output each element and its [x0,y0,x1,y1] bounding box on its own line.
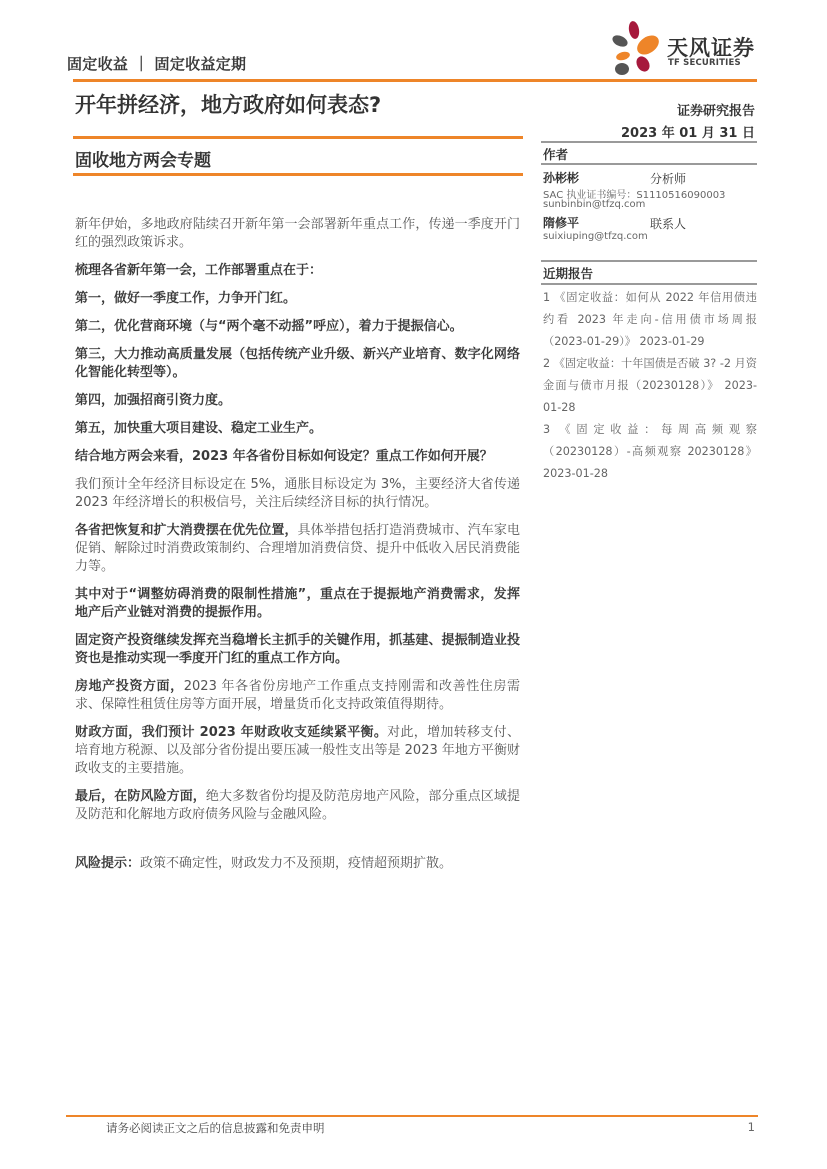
page-number: 1 [747,1120,755,1134]
fixed-investment-paragraph: 固定资产投资继续发挥充当稳增长主抓手的关键作用，抓基建、提振制造业投资也是推动实现一季度开门红的重点工作方向。 [75,633,520,666]
risk-prevention-paragraph [75,788,520,824]
fiscal-paragraph [75,724,520,778]
targets-paragraph: 我们预计全年经济目标设定在 5%，通胀目标设定为 3%，主要经济大省传递 2023 年经济增长的积极信号，关注后续经济目标的执行情况。 [75,477,520,510]
recent-reports-heading: 近期报告 [543,266,594,281]
company-logo [610,18,760,78]
report-subtitle: 固收地方两会专题 [75,151,211,171]
document-type: 证券研究报告 [676,104,755,119]
key-point-1: 第一，做好一季度工作，力争开门红。 [75,291,297,306]
recent-report-item[interactable]: 1 《固定收益：如何从 2022 年信用债违约看 2023 年走向-信用债市场周报（2023-01-29）》 2023-01-29 [543,291,757,348]
authors-heading: 作者 [543,147,569,162]
risk-prevention-lead: 最后，在防风险方面， [75,789,206,804]
recent-bottom-rule [541,283,757,285]
author-certificate: SAC 执业证书编号：S1110516090003 [543,190,726,201]
report-category: 固定收益 ｜ 固定收益定期 [67,55,247,73]
risk-label: 风险提示： [75,856,141,871]
intro-paragraph: 新年伊始，多地政府陆续召开新年第一会部署新年重点工作，传递一季度开门红的强烈政策诉求。 [75,217,520,250]
author-email[interactable]: suixiuping@tfzq.com [543,231,648,242]
real-estate-detail: 2023 年各省份房地产工作重点支持刚需和改善性住房需求、保障性租赁住房等方面开展，增量货币化支持政策值得期待。 [75,679,520,712]
author-role: 分析师 [650,172,687,186]
question-heading: 结合地方两会来看，2023 年各省份目标如何设定？重点工作如何开展？ [75,449,493,464]
authors-top-rule [541,141,757,143]
subtitle-bottom-divider [73,173,523,176]
flower-logo-icon [610,18,665,78]
risk-warning [75,852,452,871]
logo-english-name: TF SECURITIES [668,58,741,68]
recent-report-item[interactable]: 2 《固定收益：十年国债是否破 3? -2 月资金面与债市月报（20230128）》 2023-01-28 [543,357,757,414]
consumption-paragraph [75,522,520,576]
key-points-heading: 梳理各省新年第一会，工作部署重点在于： [75,263,323,278]
key-point-3: 第三，大力推动高质量发展（包括传统产业升级、新兴产业培育、数字化网络化智能化转型等）。 [75,347,520,380]
header-divider [73,79,757,82]
authors-bottom-rule [541,163,757,165]
footer-disclaimer[interactable]: 请务必阅读正文之后的信息披露和免责申明 [106,1121,325,1135]
key-point-5: 第五，加快重大项目建设、稳定工业生产。 [75,421,323,436]
recent-top-rule [541,260,757,262]
real-estate-paragraph [75,678,520,714]
report-body [75,216,520,834]
property-consumption-paragraph: 其中对于“调整妨碍消费的限制性措施”，重点在于提振地产消费需求，发挥地产后产业链对消费的提振作用。 [75,587,520,620]
author-name: 孙彬彬 [543,171,580,185]
logo-chinese-name: 天风证券 [667,36,755,60]
recent-reports-list [543,287,757,485]
risk-prevention-detail: 绝大多数省份均提及防范房地产风险，部分重点区域提及防范和化解地方政府债务风险与金融风险。 [75,789,520,822]
consumption-detail: 具体举措包括打造消费城市、汽车家电促销、解除过时消费政策制约、合理增加消费信贷、提升中低收入居民消费能力等。 [75,523,520,574]
report-title: 开年拼经济，地方政府如何表态? [75,93,382,117]
subtitle-top-divider [73,136,523,139]
real-estate-lead: 房地产投资方面， [75,679,184,694]
author-email[interactable]: sunbinbin@tfzq.com [543,199,646,210]
fiscal-detail: 对此，增加转移支付、培育地方税源、以及部分省份提出要压减一般性支出等是 2023 年地方平衡财政收支的主要措施。 [75,725,520,776]
footer-divider [66,1115,758,1117]
author-role: 联系人 [650,217,687,231]
author-name: 隋修平 [543,216,580,230]
key-point-4: 第四，加强招商引资力度。 [75,393,232,408]
recent-report-item[interactable]: 3 《固定收益：每周高频观察（20230128）-高频观察 20230128》 2023-01-28 [543,423,757,480]
key-point-2: 第二，优化营商环境（与“两个毫不动摇”呼应），着力于提振信心。 [75,319,463,334]
report-date: 2023 年 01 月 31 日 [621,126,755,141]
consumption-lead: 各省把恢复和扩大消费摆在优先位置， [75,523,298,538]
fiscal-lead: 财政方面，我们预计 2023 年财政收支延续紧平衡。 [75,725,388,740]
risk-text: 政策不确定性，财政发力不及预期，疫情超预期扩散。 [140,856,453,871]
